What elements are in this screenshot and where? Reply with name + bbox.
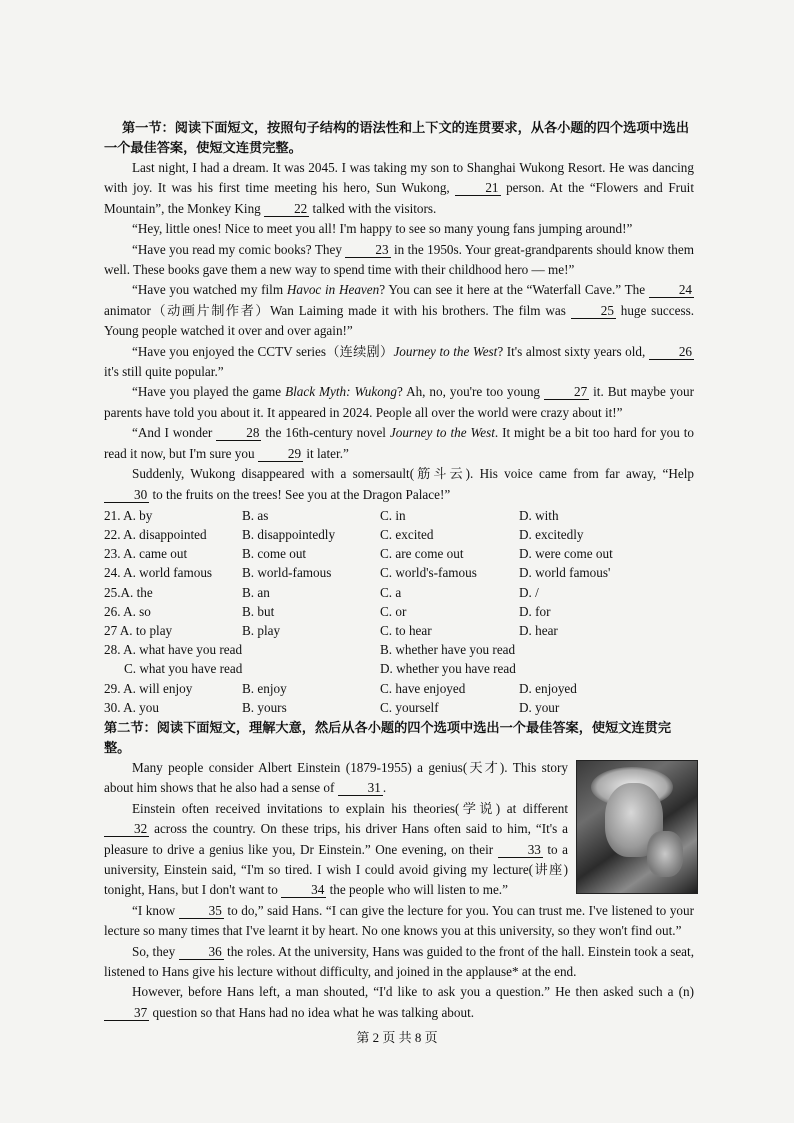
option-row-28a: 28. A. what have you read B. whether have you read	[104, 642, 516, 658]
blank-24: 24	[649, 282, 694, 298]
passage1-para4: “Have you watched my film Havoc in Heaven? You can see it here at the “Waterfall Cave.” The 24 animator（动画片制作者）Wan Laiming made it with his brothers. The film was 25 huge success. Young people watched it over and over again!”	[104, 282, 695, 339]
option-row-28b: C. what you have read D. whether you have read	[124, 661, 516, 677]
blank-23: 23	[345, 242, 390, 258]
blank-31: 31	[338, 780, 383, 796]
section2	[104, 718, 694, 1023]
passage1-para6: “Have you played the game Black Myth: Wukong? Ah, no, you're too young 27 it. But maybe your parents have told you about it. It appeared in 2024. People all over the world were crazy about it!”	[104, 384, 695, 420]
blank-34: 34	[281, 882, 326, 898]
passage1-para2: “Hey, little ones! Nice to meet you all! I'm happy to see so many young fans jumping around!”	[132, 221, 633, 237]
einstein-photo	[576, 760, 698, 894]
passage1-para3: “Have you read my comic books? They 23 in the 1950s. Your great-grandparents should know them well. These books gave them a new way to spend time with their childhood hero — me!”	[104, 241, 695, 278]
option-row-23: 23. A. came out B. come out C. are come out D. were come out	[104, 546, 613, 562]
blank-27: 27	[544, 384, 589, 400]
option-row-25: 25.A. the B. an C. a D. /	[104, 584, 539, 600]
passage2-para5: However, before Hans left, a man shouted, “I'd like to ask you a question.” He then asked such a (n) 37 question so that Hans had no idea what he was talking about.	[104, 982, 694, 1023]
blank-26: 26	[649, 344, 694, 360]
passage2-para3: “I know 35 to do,” said Hans. “I can give the lecture for you. You can trust me. I've listened to your lecture so many times that I've learnt it by heart. No one knows you at this university, so they won't find out.”	[104, 902, 695, 939]
blank-28: 28	[216, 425, 261, 441]
passage1-para7: “And I wonder 28 the 16th-century novel Journey to the West. It might be a bit too hard for you to read it now, but I'm sure you 29 it later.”	[104, 425, 695, 461]
blank-29: 29	[258, 446, 303, 462]
passage1-para5: “Have you enjoyed the CCTV series（连续剧）Journey to the West? It's almost sixty years old, 26 it's still quite popular.”	[104, 343, 693, 380]
blank-30: 30	[104, 487, 149, 503]
passage2-para4: So, they 36 the roles. At the university, Hans was guided to the front of the hall. Einstein took a seat, listened to Hans give his lecture without difficulty, and joined in the applause* at the end.	[104, 943, 695, 980]
answer-options	[104, 506, 694, 717]
option-row-24: 24. A. world famous B. world-famous C. world's-famous D. world famous'	[104, 565, 611, 581]
page-content	[104, 118, 694, 1023]
blank-21: 21	[455, 180, 500, 196]
section1-header: 第一节：阅读下面短文，按照句子结构的语法性和上下文的连贯要求，从各小题的四个选项中选出一个最佳答案，使短文连贯完整。	[104, 120, 690, 155]
option-row-30: 30. A. you B. yours C. yourself D. your	[104, 699, 560, 715]
blank-25: 25	[571, 303, 616, 319]
passage2-para2: Einstein often received invitations to explain his theories(学说) at different 32 across the country. On these trips, his driver Hans often said to him, “It's a pleasure to drive a genius like you, Dr Einstein.” One evening, on their 33 to a university, Einstein said, “I'm so tired. I wish I could avoid giving my lecture(讲座) tonight, Hans, but I don't want to 34 the people who will listen to me.”	[104, 800, 569, 898]
option-row-21: 21. A. by B. as C. in D. with	[104, 507, 559, 523]
passage1-para8: Suddenly, Wukong disappeared with a somersault(筋斗云). His voice came from far away, “Help 30 to the fruits on the trees! See you at the Dragon Palace!”	[104, 464, 694, 505]
blank-37: 37	[104, 1005, 149, 1021]
option-row-29: 29. A. will enjoy B. enjoy C. have enjoyed D. enjoyed	[104, 680, 577, 696]
blank-32: 32	[104, 821, 149, 837]
blank-22: 22	[264, 201, 309, 217]
blank-35: 35	[179, 903, 224, 919]
blank-33: 33	[498, 842, 543, 858]
section2-header: 第二节：阅读下面短文，理解大意，然后从各小题的四个选项中选出一个最佳答案，使短文连贯完整。	[104, 719, 672, 755]
page-footer: 第 2 页 共 8 页	[356, 1030, 438, 1045]
passage2-para1: Many people consider Albert Einstein (1879-1955) a genius(天才). This story about him shows that he also had a sense of 31 .	[104, 759, 568, 796]
option-row-27: 27 A. to play B. play C. to hear D. hear	[104, 623, 558, 639]
option-row-26: 26. A. so B. but C. or D. for	[104, 603, 551, 619]
option-row-22: 22. A. disappointed B. disappointedly C. excited D. excitedly	[104, 527, 584, 543]
passage1-para1: Last night, I had a dream. It was 2045. I was taking my son to Shanghai Wukong Resort. He was dancing with joy. It was his first time meeting his hero, Sun Wukong, 21 person. At the “Flowers and Fruit Mountain”, the Monkey King 22 talked with the visitors.	[104, 160, 694, 216]
blank-36: 36	[179, 944, 224, 960]
